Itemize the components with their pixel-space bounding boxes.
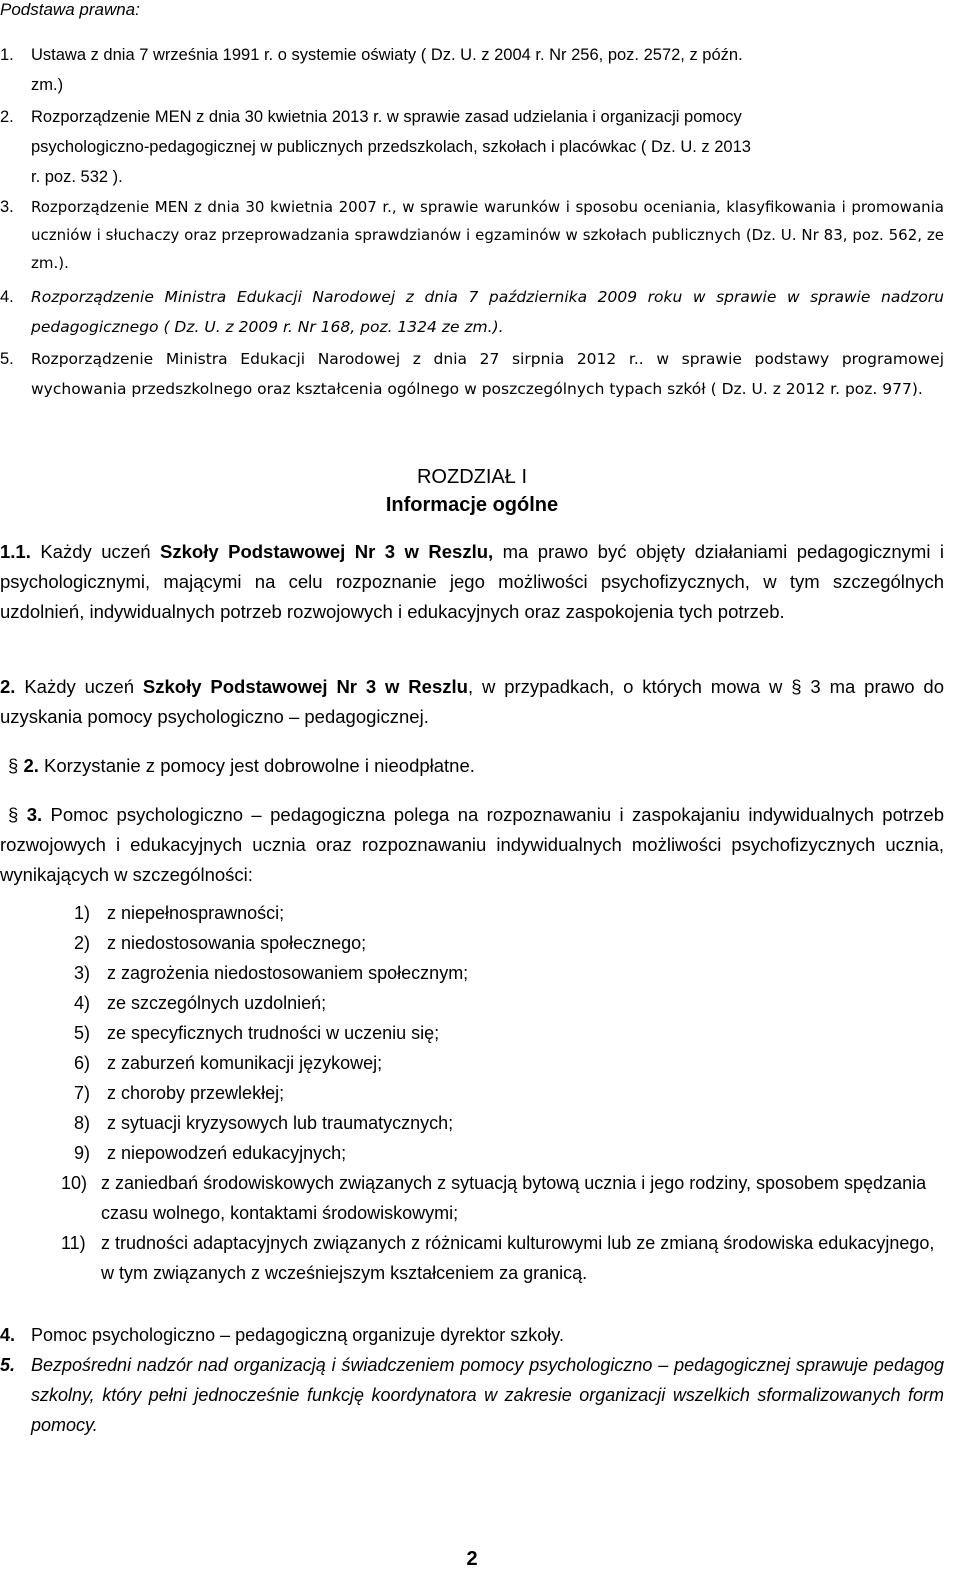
section-text: Każdy uczeń <box>40 541 151 562</box>
list-item-number: 8) <box>74 1113 91 1133</box>
chapter-heading <box>0 463 944 519</box>
page-number: 2 <box>466 1548 478 1570</box>
legal-item-text: Rozporządzenie MEN z dnia 30 kwietnia 2007 r., w sprawie warunków i sposobu oceniania, klasyfikowania i promowania uczniów i słuchaczy oraz przeprowadzania sprawdzianów i egzaminów w szkołach publicznych (Dz. U. Nr 83, poz. 562, ze zm.). <box>31 198 944 272</box>
paragraph-number: 3. <box>26 804 43 825</box>
list-item <box>0 1018 944 1048</box>
list-item-text: z trudności adaptacyjnych związanych z różnicami kulturowymi lub ze zmianą środowiska edukacyjnego, w tym związanych z wcześniejszym kształceniem za granicą. <box>101 1233 935 1283</box>
section-5 <box>0 1350 944 1440</box>
list-item-number: 4) <box>74 993 91 1013</box>
section-4 <box>0 1320 944 1350</box>
list-item-text: z choroby przewlekłej; <box>107 1083 285 1103</box>
list-item-text: z niepowodzeń edukacyjnych; <box>107 1143 347 1163</box>
legal-item-1 <box>0 40 944 100</box>
chapter-title: ROZDZIAŁ I <box>416 466 527 488</box>
list-item <box>0 898 944 928</box>
section-2 <box>0 672 944 732</box>
section-text: Pomoc psychologiczno – pedagogiczną organizuje dyrektor szkoły. <box>31 1325 564 1345</box>
legal-item-text-cont: r. poz. 532 ). <box>31 168 123 186</box>
section-text: Bezpośredni nadzór nad organizacją i świadczeniem pomocy psychologiczno – pedagogicznej sprawuje pedagog szkolny, który pełni jednocześnie funkcję koordynatora w zakresie organizacji wszelkich sformalizowanych form pomocy. <box>31 1355 944 1435</box>
legal-item-text: Rozporządzenie Ministra Edukacji Narodowej z dnia 27 sirpnia 2012 r.. w sprawie podstawy programowej wychowania przedszkolnego oraz kształcenia ogólnego w poszczególnych typach szkół ( Dz. U. z 2012 r. poz. 977). <box>31 350 944 398</box>
legal-item-text-cont: zm.) <box>31 76 64 94</box>
list-item-number: 2) <box>74 933 91 953</box>
legal-item-5 <box>0 344 944 404</box>
list-item <box>0 1108 944 1138</box>
legal-item-number: 4. <box>0 288 14 306</box>
paragraph-sign: § <box>8 804 19 825</box>
chapter-subtitle: Informacje ogólne <box>385 494 559 516</box>
legal-item-2 <box>0 102 944 192</box>
list-item-number: 3) <box>74 963 91 983</box>
paragraph-number: 2. <box>23 755 39 776</box>
list-item-text: ze specyficznych trudności w uczeniu się; <box>107 1023 440 1043</box>
paragraph-text: Korzystanie z pomocy jest dobrowolne i nieodpłatne. <box>44 755 475 776</box>
list-item <box>0 1228 944 1288</box>
list-item-text: z zaniedbań środowiskowych związanych z sytuacją bytową ucznia i jego rodziny, sposobem spędzania czasu wolnego, kontaktami środowiskowymi; <box>101 1173 927 1223</box>
legal-item-number: 5. <box>0 350 14 368</box>
list-item-number: 6) <box>74 1053 91 1073</box>
list-item-number: 11) <box>61 1233 86 1253</box>
list-item-text: z zaburzeń komunikacji językowej; <box>107 1053 383 1073</box>
list-item-number: 9) <box>74 1143 91 1163</box>
paragraph-3 <box>0 800 944 890</box>
section-number: 5. <box>0 1355 16 1375</box>
legal-item-number: 3. <box>0 198 14 216</box>
needs-list <box>0 898 944 1288</box>
list-item <box>0 988 944 1018</box>
school-name: Szkoły Podstawowej Nr 3 w Reszlu <box>142 676 468 697</box>
section-text: , w przypadkach, o których mowa w § 3 ma prawo do uzyskania pomocy psychologiczno – pedagogicznej. <box>0 676 945 727</box>
list-item-text: z niepełnosprawności; <box>107 903 285 923</box>
section-number: 4. <box>0 1325 16 1345</box>
list-item <box>0 1078 944 1108</box>
legal-item-text: Rozporządzenie Ministra Edukacji Narodowej z dnia 7 października 2009 roku w sprawie w sprawie nadzoru pedagogicznego ( Dz. U. z 2009 r. Nr 168, poz. 1324 ze zm.). <box>31 288 944 336</box>
legal-item-text-cont: psychologiczno-pedagogicznej w publicznych przedszkolach, szkołach i placówkac ( Dz. U. z 2013 <box>31 138 751 156</box>
section-1-1 <box>0 537 944 627</box>
list-item-number: 10) <box>61 1173 88 1193</box>
legal-basis-heading: Podstawa prawna: <box>0 0 140 19</box>
list-item <box>0 1048 944 1078</box>
list-item-number: 5) <box>74 1023 91 1043</box>
paragraph-2 <box>0 751 944 781</box>
list-item-text: ze szczególnych uzdolnień; <box>107 993 327 1013</box>
school-name: Szkoły Podstawowej Nr 3 w Reszlu, <box>160 541 494 562</box>
list-item <box>0 1168 944 1228</box>
legal-item-number: 1. <box>0 46 14 64</box>
paragraph-sign: § <box>8 755 19 776</box>
list-item-number: 7) <box>74 1083 91 1103</box>
list-item <box>0 958 944 988</box>
legal-item-text: Rozporządzenie MEN z dnia 30 kwietnia 2013 r. w sprawie zasad udzielania i organizacji pomocy <box>31 108 742 126</box>
legal-item-3 <box>0 193 944 277</box>
list-item-text: z sytuacji kryzysowych lub traumatycznych; <box>107 1113 454 1133</box>
list-item-number: 1) <box>74 903 91 923</box>
list-item-text: z zagrożenia niedostosowaniem społecznym; <box>107 963 469 983</box>
section-number: 2. <box>0 676 16 697</box>
legal-item-number: 2. <box>0 108 14 126</box>
paragraph-text: Pomoc psychologiczno – pedagogiczna polega na rozpoznawaniu i zaspokajaniu indywidualnych potrzeb rozwojowych i edukacyjnych ucznia oraz rozpoznawaniu indywidualnych możliwości psychofizycznych ucznia, wynikających w szczególności: <box>0 804 945 885</box>
section-number: 1.1. <box>0 541 31 562</box>
list-item <box>0 928 944 958</box>
list-item <box>0 1138 944 1168</box>
legal-item-4 <box>0 282 944 342</box>
section-text: ma prawo być objęty działaniami pedagogicznymi i psychologicznymi, mającymi na celu rozpoznanie jego możliwości psychofizycznych, w tym szczególnych uzdolnień, indywidualnych potrzeb rozwojowych i edukacyjnych oraz zaspokojenia tych potrzeb. <box>0 541 944 622</box>
section-text: Każdy uczeń <box>24 676 134 697</box>
legal-item-text: Ustawa z dnia 7 września 1991 r. o systemie oświaty ( Dz. U. z 2004 r. Nr 256, poz. 2572, z późn. <box>31 46 743 64</box>
list-item-text: z niedostosowania społecznego; <box>107 933 367 953</box>
